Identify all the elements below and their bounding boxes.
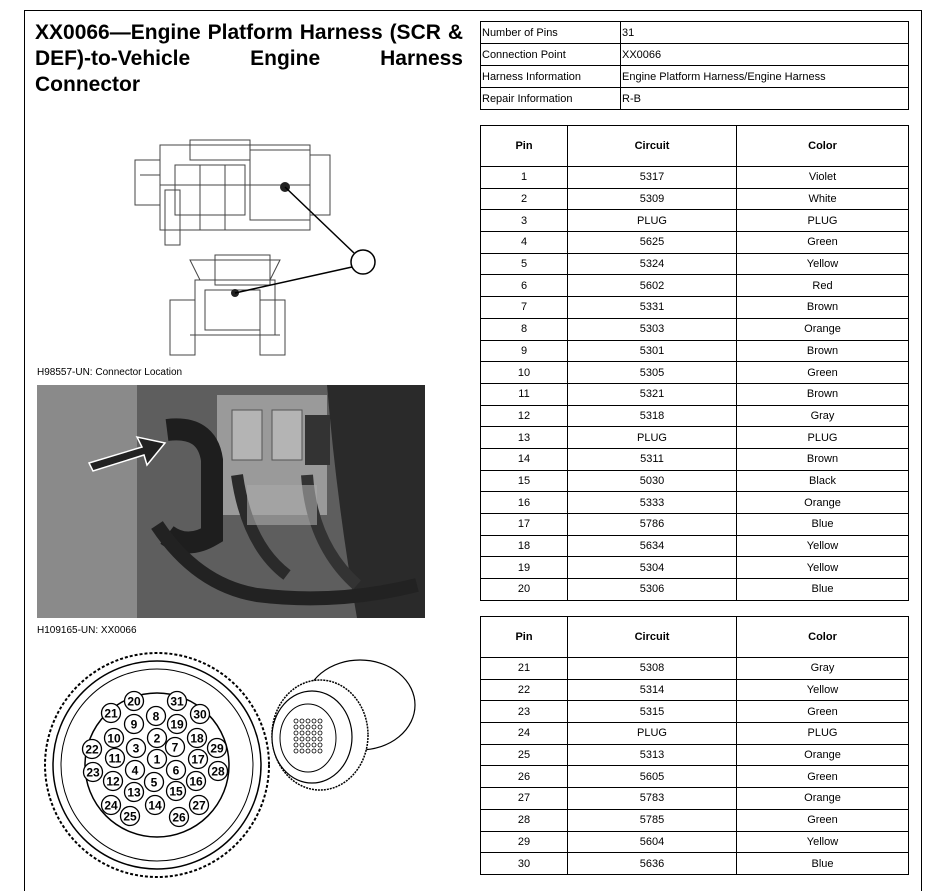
circuit-header: Circuit	[568, 126, 737, 167]
info-value: 31	[621, 22, 909, 44]
connector-pin-label: 12	[106, 774, 120, 789]
pin-pin-cell: 4	[481, 232, 568, 254]
table-row	[481, 809, 909, 831]
connector-pin-label: 15	[169, 784, 183, 799]
table-row	[481, 853, 909, 875]
pin-color-cell: Orange	[737, 492, 909, 514]
pin-color-cell: Yellow	[737, 535, 909, 557]
pin-circuit-cell: 5602	[568, 275, 737, 297]
info-row	[481, 88, 909, 110]
table-row	[481, 448, 909, 470]
table-row	[481, 253, 909, 275]
table-row	[481, 766, 909, 788]
pin-circuit-cell: 5308	[568, 658, 737, 680]
pin-pin-cell: 11	[481, 383, 568, 405]
pin-color-cell: Violet	[737, 167, 909, 189]
pin-pin-cell: 6	[481, 275, 568, 297]
pin-circuit-cell: PLUG	[568, 427, 737, 449]
pin-pin-cell: 7	[481, 297, 568, 319]
pin-circuit-cell: 5301	[568, 340, 737, 362]
pin-pin-cell: 29	[481, 831, 568, 853]
connector-face-diagram	[40, 645, 420, 878]
pin-color-cell: Brown	[737, 448, 909, 470]
table-row	[481, 744, 909, 766]
pin-pin-cell: 3	[481, 210, 568, 232]
connector-pin-label: 25	[123, 809, 137, 824]
pin-circuit-cell: 5636	[568, 853, 737, 875]
connector-pin-label: 8	[152, 709, 160, 724]
connector-pin-label: 17	[191, 752, 205, 767]
pin-header: Pin	[481, 126, 568, 167]
pin-circuit-cell: 5331	[568, 297, 737, 319]
pin-circuit-cell: 5311	[568, 448, 737, 470]
info-value: R-B	[621, 88, 909, 110]
connector-pin-label: 11	[108, 751, 122, 766]
connector-pin-label: 13	[127, 785, 141, 800]
pin-pin-cell: 30	[481, 853, 568, 875]
pin-circuit-cell: 5314	[568, 679, 737, 701]
connector-pin-label: 7	[171, 740, 179, 755]
pin-color-cell: Blue	[737, 579, 909, 601]
table-row	[481, 340, 909, 362]
info-key: Repair Information	[481, 88, 621, 110]
connector-pin-label: 9	[130, 717, 138, 732]
info-value: XX0066	[621, 44, 909, 66]
connector-pin-label: 16	[189, 774, 203, 789]
pin-pin-cell: 16	[481, 492, 568, 514]
location-caption: H98557-UN: Connector Location	[37, 367, 183, 378]
info-value: Engine Platform Harness/Engine Harness	[621, 66, 909, 88]
pin-color-cell: Yellow	[737, 831, 909, 853]
connector-pin-label: 26	[172, 810, 186, 825]
pin-color-cell: Yellow	[737, 679, 909, 701]
pin-circuit-cell: 5309	[568, 188, 737, 210]
connector-photo	[37, 385, 425, 618]
connector-pin-label: 23	[86, 765, 100, 780]
page-title: XX0066—Engine Platform Harness (SCR & DEF)-to-Vehicle Engine Harness Connector	[35, 21, 463, 96]
pin-pin-cell: 18	[481, 535, 568, 557]
connector-location-diagram	[130, 135, 390, 365]
pin-circuit-cell: PLUG	[568, 210, 737, 232]
pin-circuit-cell: 5634	[568, 535, 737, 557]
pin-color-cell: Black	[737, 470, 909, 492]
pin-color-cell: Blue	[737, 853, 909, 875]
info-row	[481, 66, 909, 88]
pin-header: Pin	[481, 617, 568, 658]
pin-color-cell: Green	[737, 232, 909, 254]
table-row	[481, 275, 909, 297]
pin-circuit-cell: 5321	[568, 383, 737, 405]
table-row	[481, 362, 909, 384]
pin-circuit-cell: 5625	[568, 232, 737, 254]
pin-pin-cell: 15	[481, 470, 568, 492]
pin-pin-cell: 27	[481, 788, 568, 810]
connector-pin-label: 4	[131, 763, 139, 778]
pin-color-cell: Green	[737, 362, 909, 384]
table-row	[481, 701, 909, 723]
pin-color-cell: Green	[737, 701, 909, 723]
pin-circuit-cell: 5333	[568, 492, 737, 514]
pin-color-cell: PLUG	[737, 723, 909, 745]
pin-color-cell: Green	[737, 809, 909, 831]
pin-circuit-cell: 5305	[568, 362, 737, 384]
info-row	[481, 22, 909, 44]
table-row	[481, 788, 909, 810]
connector-info-table	[480, 21, 909, 110]
table-row	[481, 658, 909, 680]
connector-pin-label: 27	[192, 798, 206, 813]
pin-pin-cell: 9	[481, 340, 568, 362]
connector-pin-label: 19	[170, 717, 184, 732]
table-row	[481, 427, 909, 449]
table-row	[481, 470, 909, 492]
table-row	[481, 557, 909, 579]
pin-color-cell: Yellow	[737, 557, 909, 579]
table-row	[481, 679, 909, 701]
pin-pin-cell: 2	[481, 188, 568, 210]
connector-pin-label: 18	[190, 731, 204, 746]
pin-color-cell: PLUG	[737, 427, 909, 449]
pin-circuit-cell: 5306	[568, 579, 737, 601]
color-header: Color	[737, 617, 909, 658]
pin-circuit-cell: 5317	[568, 167, 737, 189]
pin-circuit-cell: 5786	[568, 514, 737, 536]
pin-circuit-cell: 5303	[568, 318, 737, 340]
pin-pin-cell: 8	[481, 318, 568, 340]
pin-color-cell: Orange	[737, 318, 909, 340]
connector-pin-label: 2	[153, 731, 161, 746]
pin-circuit-cell: 5318	[568, 405, 737, 427]
photo-caption: H109165-UN: XX0066	[37, 625, 137, 636]
pin-pin-cell: 10	[481, 362, 568, 384]
pin-color-cell: PLUG	[737, 210, 909, 232]
connector-pin-label: 29	[210, 741, 224, 756]
pin-color-cell: Orange	[737, 788, 909, 810]
table-row	[481, 188, 909, 210]
table-row	[481, 383, 909, 405]
pin-color-cell: Yellow	[737, 253, 909, 275]
connector-pin-label: 21	[104, 706, 118, 721]
connector-pin-label: 5	[150, 775, 158, 790]
connector-pin-label: 1	[153, 752, 161, 767]
pin-pin-cell: 5	[481, 253, 568, 275]
pin-circuit-cell: 5313	[568, 744, 737, 766]
table-row	[481, 514, 909, 536]
pin-circuit-cell: 5605	[568, 766, 737, 788]
pin-pin-cell: 12	[481, 405, 568, 427]
info-row	[481, 44, 909, 66]
pin-color-cell: Gray	[737, 405, 909, 427]
pin-pin-cell: 13	[481, 427, 568, 449]
pin-pin-cell: 26	[481, 766, 568, 788]
pin-color-cell: Green	[737, 766, 909, 788]
connector-pin-label: 24	[104, 798, 118, 813]
table-row	[481, 318, 909, 340]
table-row	[481, 210, 909, 232]
pin-circuit-cell: 5030	[568, 470, 737, 492]
connector-pin-label: 30	[193, 707, 207, 722]
pin-color-cell: Brown	[737, 383, 909, 405]
pin-circuit-cell: 5604	[568, 831, 737, 853]
connector-pin-label: 20	[127, 694, 141, 709]
pin-pin-cell: 19	[481, 557, 568, 579]
pin-color-cell: White	[737, 188, 909, 210]
connector-pin-label: 28	[211, 764, 225, 779]
pin-circuit-cell: 5324	[568, 253, 737, 275]
pin-pin-cell: 20	[481, 579, 568, 601]
table-row	[481, 232, 909, 254]
pin-table-2	[480, 616, 909, 875]
table-row	[481, 831, 909, 853]
circuit-header: Circuit	[568, 617, 737, 658]
pin-table-1	[480, 125, 909, 601]
color-header: Color	[737, 126, 909, 167]
pin-pin-cell: 24	[481, 723, 568, 745]
pin-pin-cell: 17	[481, 514, 568, 536]
table-row	[481, 492, 909, 514]
pin-color-cell: Brown	[737, 340, 909, 362]
pin-circuit-cell: 5304	[568, 557, 737, 579]
connector-pin-label: 3	[132, 741, 140, 756]
pin-pin-cell: 22	[481, 679, 568, 701]
pin-color-cell: Brown	[737, 297, 909, 319]
connector-pin-label: 31	[170, 694, 184, 709]
info-key: Number of Pins	[481, 22, 621, 44]
table-row	[481, 535, 909, 557]
pin-color-cell: Orange	[737, 744, 909, 766]
info-key: Connection Point	[481, 44, 621, 66]
pin-color-cell: Red	[737, 275, 909, 297]
pin-color-cell: Blue	[737, 514, 909, 536]
table-row	[481, 297, 909, 319]
table-row	[481, 405, 909, 427]
pin-pin-cell: 14	[481, 448, 568, 470]
pin-circuit-cell: 5783	[568, 788, 737, 810]
table-row	[481, 167, 909, 189]
table-row	[481, 579, 909, 601]
pin-circuit-cell: PLUG	[568, 723, 737, 745]
connector-pin-label: 10	[107, 731, 121, 746]
pin-pin-cell: 23	[481, 701, 568, 723]
pin-pin-cell: 28	[481, 809, 568, 831]
pin-color-cell: Gray	[737, 658, 909, 680]
pin-pin-cell: 25	[481, 744, 568, 766]
connector-pin-label: 6	[172, 763, 180, 778]
connector-pin-label: 22	[85, 742, 99, 757]
table-row	[481, 723, 909, 745]
pin-pin-cell: 21	[481, 658, 568, 680]
connector-pin-label: 14	[148, 798, 162, 813]
info-key: Harness Information	[481, 66, 621, 88]
pin-circuit-cell: 5785	[568, 809, 737, 831]
pin-circuit-cell: 5315	[568, 701, 737, 723]
pin-pin-cell: 1	[481, 167, 568, 189]
